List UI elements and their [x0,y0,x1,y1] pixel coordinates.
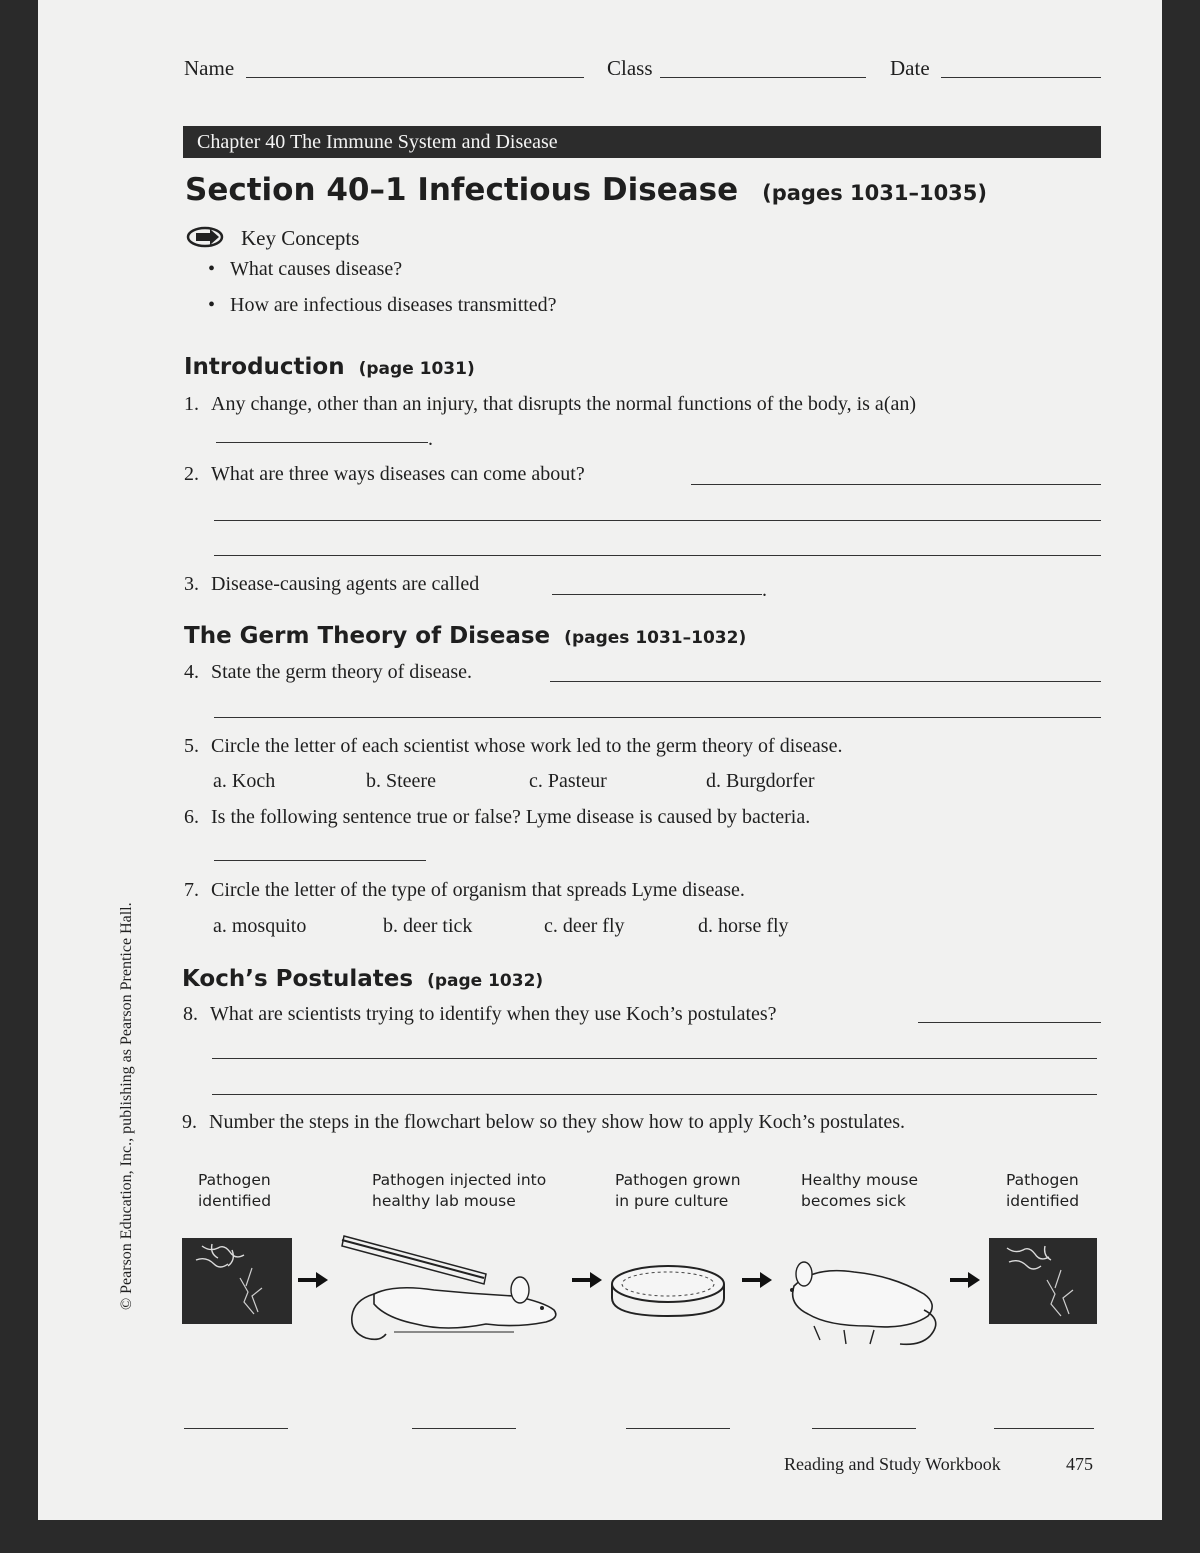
question-text: Circle the letter of the type of organism that spreads Lyme disease. [211,879,745,901]
question-number: 1. [184,393,199,415]
chapter-bar: Chapter 40 The Immune System and Disease [183,126,1101,158]
class-label: Class [607,56,653,80]
answer-line[interactable] [214,860,426,861]
answer-line[interactable] [918,1022,1101,1023]
question-number: 2. [184,463,199,485]
answer-line[interactable] [212,1094,1097,1095]
kochs-postulates-heading [182,966,543,992]
flowchart-label-1: Pathogen identified [198,1171,272,1210]
option-horse-fly[interactable]: d. horse fly [698,915,789,937]
key-concepts-heading: Key Concepts [241,226,360,250]
footer-book-title: Reading and Study Workbook [784,1454,1001,1474]
key-concept-text: How are infectious diseases transmitted? [230,294,557,316]
option-pasteur[interactable]: c. Pasteur [529,770,607,792]
arrow-right-icon [740,1270,774,1290]
date-label: Date [890,56,930,80]
step-answer-line[interactable] [184,1428,288,1429]
question-3 [184,573,479,596]
question-number: 4. [184,661,199,683]
section-pages: (pages 1031–1035) [762,181,988,205]
arrow-right-icon [570,1270,604,1290]
kochs-pages: (page 1032) [427,971,544,991]
key-concepts-icon [186,226,226,248]
question-number: 9. [182,1111,197,1133]
period: . [762,579,767,601]
option-koch[interactable]: a. Koch [213,770,276,792]
answer-line[interactable] [212,1058,1097,1059]
name-line [246,77,584,78]
question-number: 3. [184,573,199,595]
introduction-pages: (page 1031) [358,359,475,379]
step-answer-line[interactable] [812,1428,916,1429]
step-answer-line[interactable] [412,1428,516,1429]
question-text: Number the steps in the flowchart below so they show how to apply Koch’s postulates. [209,1111,905,1133]
side-copyright: © Pearson Education, Inc., publishing as Pearson Prentice Hall. [118,902,135,1310]
germ-theory-heading [184,623,746,649]
flowchart-label-2: Pathogen injected into healthy lab mouse [372,1171,547,1210]
question-text: Disease-causing agents are called [211,573,480,595]
question-number: 5. [184,735,199,757]
date-line [941,77,1101,78]
germ-theory-heading-text: The Germ Theory of Disease [184,623,551,649]
kochs-heading-text: Koch’s Postulates [182,966,414,992]
period: . [428,428,433,450]
question-1 [184,393,916,416]
worksheet-page [38,0,1162,1520]
question-text: What are three ways diseases can come about? [211,463,585,485]
question-9 [182,1111,905,1134]
key-concept-item [208,294,557,317]
answer-line[interactable] [214,520,1101,521]
question-7 [184,879,745,902]
option-steere[interactable]: b. Steere [366,770,436,792]
step-answer-line[interactable] [994,1428,1094,1429]
pathogen-micrograph-icon [989,1238,1097,1324]
section-title-text: Section 40–1 Infectious Disease [185,172,739,208]
question-number: 7. [184,879,199,901]
question-5 [184,735,842,758]
option-mosquito[interactable]: a. mosquito [213,915,307,937]
question-number: 6. [184,806,199,828]
answer-line[interactable] [214,717,1101,718]
option-deer-fly[interactable]: c. deer fly [544,915,625,937]
class-line [660,77,866,78]
introduction-heading [184,354,475,380]
question-8 [183,1003,777,1026]
petri-dish-icon [608,1258,728,1322]
germ-theory-pages: (pages 1031–1032) [564,628,747,648]
answer-line[interactable] [550,681,1101,682]
bullet-icon: • [208,258,216,280]
name-label: Name [184,56,235,80]
flowchart-label-4: Healthy mouse becomes sick [801,1171,919,1210]
option-burgdorfer[interactable]: d. Burgdorfer [706,770,815,792]
question-6 [184,806,810,829]
arrow-right-icon [296,1270,330,1290]
answer-line[interactable] [552,594,762,595]
answer-line[interactable] [691,484,1101,485]
key-concept-item [208,258,402,281]
pathogen-micrograph-icon [182,1238,292,1324]
flowchart-label-5: Pathogen identified [1006,1171,1080,1210]
option-deer-tick[interactable]: b. deer tick [383,915,473,937]
section-title [185,172,987,208]
bullet-icon: • [208,294,216,316]
question-text: Is the following sentence true or false? Lyme disease is caused by bacteria. [211,806,811,828]
question-number: 8. [183,1003,198,1025]
answer-line[interactable] [216,442,428,443]
footer-page-number: 475 [1066,1454,1093,1474]
question-4 [184,661,472,684]
key-concept-text: What causes disease? [230,258,403,280]
question-text: Any change, other than an injury, that disrupts the normal functions of the body, is a(an) [211,393,917,415]
flowchart-label-3: Pathogen grown in pure culture [615,1171,741,1210]
sick-mouse-icon [774,1246,954,1350]
introduction-heading-text: Introduction [184,354,345,380]
arrow-right-icon [948,1270,982,1290]
answer-line[interactable] [214,555,1101,556]
step-answer-line[interactable] [626,1428,730,1429]
question-text: Circle the letter of each scientist whose work led to the germ theory of disease. [211,735,843,757]
question-text: What are scientists trying to identify when they use Koch’s postulates? [210,1003,777,1025]
injected-mouse-icon [334,1232,574,1350]
question-2 [184,463,585,486]
question-text: State the germ theory of disease. [211,661,473,683]
